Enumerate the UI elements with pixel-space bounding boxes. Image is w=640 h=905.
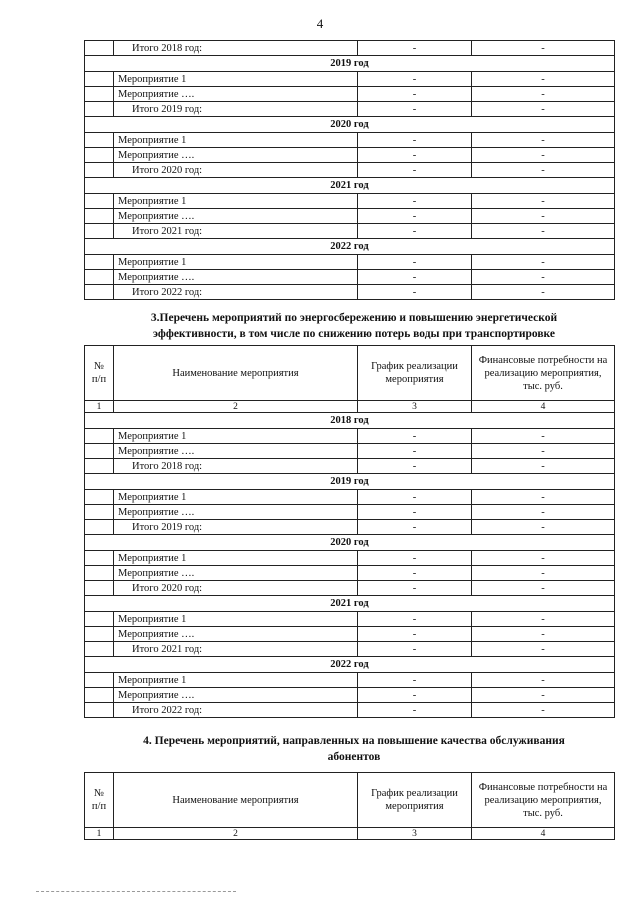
cell-finance: -: [472, 285, 615, 300]
cell-number: [85, 612, 114, 627]
table-row: [85, 270, 615, 285]
table-row: [85, 505, 615, 520]
year-label: 2021 год: [85, 178, 615, 194]
cell-schedule: -: [358, 566, 472, 581]
total-row: [85, 41, 615, 56]
column-number-2: 2: [114, 401, 358, 413]
table-column-numbers-row: [85, 828, 615, 840]
cell-number: [85, 703, 114, 718]
cell-finance: -: [472, 444, 615, 459]
section-3-heading-line2: эффективности, в том числе по снижению потерь воды при транспортировке: [153, 328, 555, 340]
cell-schedule: -: [358, 163, 472, 178]
cell-number: [85, 581, 114, 596]
table-row: [85, 148, 615, 163]
cell-schedule: -: [358, 627, 472, 642]
year-label: 2022 год: [85, 657, 615, 673]
cell-activity-name: Мероприятие ….: [114, 688, 358, 703]
cell-number: [85, 505, 114, 520]
cell-finance: -: [472, 459, 615, 474]
section-3-heading-line1: 3.Перечень мероприятий по энергосбережению и повышению энергетической: [150, 312, 558, 324]
cell-activity-name: Мероприятие ….: [114, 444, 358, 459]
header-col-name: Наименование мероприятия: [114, 346, 358, 401]
cell-finance: -: [472, 148, 615, 163]
cell-schedule: -: [358, 444, 472, 459]
year-row: [85, 117, 615, 133]
year-label: 2022 год: [85, 239, 615, 255]
year-label: 2020 год: [85, 117, 615, 133]
table-section-4: [84, 772, 615, 840]
cell-activity-name: Мероприятие 1: [114, 612, 358, 627]
column-number-1: 1: [85, 401, 114, 413]
cell-number: [85, 627, 114, 642]
cell-schedule: -: [358, 285, 472, 300]
cell-schedule: -: [358, 224, 472, 239]
table-row: [85, 490, 615, 505]
year-label: 2020 год: [85, 535, 615, 551]
scan-artifact-line: [36, 891, 236, 892]
cell-schedule: -: [358, 520, 472, 535]
cell-number: [85, 133, 114, 148]
page-number: 4: [316, 16, 324, 31]
table-row: [85, 551, 615, 566]
cell-number: [85, 444, 114, 459]
cell-schedule: -: [358, 673, 472, 688]
cell-total-label: Итого 2021 год:: [114, 224, 358, 239]
table-row: [85, 612, 615, 627]
cell-finance: -: [472, 270, 615, 285]
cell-schedule: -: [358, 490, 472, 505]
cell-finance: -: [472, 194, 615, 209]
year-label: 2018 год: [85, 413, 615, 429]
cell-schedule: -: [358, 581, 472, 596]
cell-finance: -: [472, 209, 615, 224]
cell-number: [85, 429, 114, 444]
year-row: [85, 239, 615, 255]
cell-number: [85, 102, 114, 117]
column-number-3: 3: [358, 828, 472, 840]
cell-finance: -: [472, 673, 615, 688]
year-row: [85, 657, 615, 673]
cell-activity-name: Мероприятие 1: [114, 255, 358, 270]
cell-number: [85, 285, 114, 300]
cell-finance: -: [472, 703, 615, 718]
cell-number: [85, 255, 114, 270]
cell-schedule: -: [358, 688, 472, 703]
cell-schedule: -: [358, 642, 472, 657]
cell-number: [85, 163, 114, 178]
cell-total-label: Итого 2018 год:: [114, 41, 358, 56]
column-number-2: 2: [114, 828, 358, 840]
table-row: [85, 255, 615, 270]
table-row: [85, 566, 615, 581]
cell-schedule: -: [358, 551, 472, 566]
cell-schedule: -: [358, 459, 472, 474]
table-header-row: [85, 773, 615, 828]
cell-finance: -: [472, 566, 615, 581]
year-row: [85, 596, 615, 612]
table-row: [85, 133, 615, 148]
year-row: [85, 413, 615, 429]
header-col-schedule: График реализации мероприятия: [358, 773, 472, 828]
total-row: [85, 581, 615, 596]
cell-finance: -: [472, 551, 615, 566]
cell-total-label: Итого 2022 год:: [114, 703, 358, 718]
cell-number: [85, 209, 114, 224]
cell-total-label: Итого 2019 год:: [114, 102, 358, 117]
cell-total-label: Итого 2021 год:: [114, 642, 358, 657]
cell-schedule: -: [358, 505, 472, 520]
year-row: [85, 535, 615, 551]
year-label: 2019 год: [85, 474, 615, 490]
header-col-name: Наименование мероприятия: [114, 773, 358, 828]
section-4-heading-line1: 4. Перечень мероприятий, направленных на повышение качества обслуживания: [143, 735, 565, 747]
cell-activity-name: Мероприятие 1: [114, 194, 358, 209]
total-row: [85, 224, 615, 239]
section-4-heading: [84, 733, 624, 765]
cell-number: [85, 41, 114, 56]
table-row: [85, 209, 615, 224]
header-col-number: № п/п: [85, 346, 114, 401]
cell-schedule: -: [358, 194, 472, 209]
cell-finance: -: [472, 102, 615, 117]
cell-activity-name: Мероприятие 1: [114, 133, 358, 148]
cell-activity-name: Мероприятие ….: [114, 87, 358, 102]
section-3-heading: [84, 310, 624, 342]
table-row: [85, 673, 615, 688]
table-column-numbers-row: [85, 401, 615, 413]
cell-number: [85, 688, 114, 703]
total-row: [85, 520, 615, 535]
year-row: [85, 178, 615, 194]
header-col-schedule: График реализации мероприятия: [358, 346, 472, 401]
cell-finance: -: [472, 224, 615, 239]
cell-finance: -: [472, 87, 615, 102]
section-4-heading-line2: абонентов: [327, 751, 381, 763]
cell-activity-name: Мероприятие ….: [114, 505, 358, 520]
cell-schedule: -: [358, 270, 472, 285]
header-col-number: № п/п: [85, 773, 114, 828]
cell-total-label: Итого 2022 год:: [114, 285, 358, 300]
cell-number: [85, 642, 114, 657]
cell-activity-name: Мероприятие 1: [114, 551, 358, 566]
cell-schedule: -: [358, 102, 472, 117]
cell-number: [85, 490, 114, 505]
cell-total-label: Итого 2020 год:: [114, 163, 358, 178]
column-number-1: 1: [85, 828, 114, 840]
cell-activity-name: Мероприятие 1: [114, 673, 358, 688]
cell-finance: -: [472, 490, 615, 505]
cell-schedule: -: [358, 612, 472, 627]
cell-number: [85, 72, 114, 87]
cell-schedule: -: [358, 41, 472, 56]
header-col-finance: Финансовые потребности на реализацию мероприятия, тыс. руб.: [472, 346, 615, 401]
cell-number: [85, 566, 114, 581]
table-row: [85, 72, 615, 87]
cell-schedule: -: [358, 209, 472, 224]
cell-activity-name: Мероприятие 1: [114, 490, 358, 505]
cell-finance: -: [472, 163, 615, 178]
cell-finance: -: [472, 429, 615, 444]
cell-schedule: -: [358, 87, 472, 102]
cell-schedule: -: [358, 148, 472, 163]
cell-activity-name: Мероприятие 1: [114, 429, 358, 444]
cell-activity-name: Мероприятие ….: [114, 209, 358, 224]
table-previous-section-continued: [84, 40, 615, 300]
table-header-row: [85, 346, 615, 401]
cell-number: [85, 148, 114, 163]
header-col-finance: Финансовые потребности на реализацию мероприятия, тыс. руб.: [472, 773, 615, 828]
cell-schedule: -: [358, 703, 472, 718]
cell-finance: -: [472, 612, 615, 627]
cell-schedule: -: [358, 429, 472, 444]
table-row: [85, 627, 615, 642]
cell-finance: -: [472, 72, 615, 87]
total-row: [85, 102, 615, 117]
cell-finance: -: [472, 581, 615, 596]
total-row: [85, 703, 615, 718]
cell-number: [85, 520, 114, 535]
table-row: [85, 429, 615, 444]
cell-activity-name: Мероприятие ….: [114, 566, 358, 581]
cell-number: [85, 224, 114, 239]
cell-finance: -: [472, 255, 615, 270]
year-label: 2021 год: [85, 596, 615, 612]
total-row: [85, 285, 615, 300]
table-row: [85, 87, 615, 102]
cell-finance: -: [472, 642, 615, 657]
cell-finance: -: [472, 627, 615, 642]
column-number-4: 4: [472, 401, 615, 413]
cell-finance: -: [472, 133, 615, 148]
cell-finance: -: [472, 520, 615, 535]
column-number-3: 3: [358, 401, 472, 413]
cell-number: [85, 551, 114, 566]
cell-activity-name: Мероприятие 1: [114, 72, 358, 87]
cell-finance: -: [472, 41, 615, 56]
year-row: [85, 56, 615, 72]
table-row: [85, 688, 615, 703]
total-row: [85, 459, 615, 474]
column-number-4: 4: [472, 828, 615, 840]
cell-total-label: Итого 2020 год:: [114, 581, 358, 596]
cell-schedule: -: [358, 133, 472, 148]
cell-number: [85, 194, 114, 209]
cell-activity-name: Мероприятие ….: [114, 270, 358, 285]
cell-schedule: -: [358, 255, 472, 270]
cell-total-label: Итого 2018 год:: [114, 459, 358, 474]
year-label: 2019 год: [85, 56, 615, 72]
cell-number: [85, 459, 114, 474]
total-row: [85, 163, 615, 178]
cell-activity-name: Мероприятие ….: [114, 148, 358, 163]
cell-number: [85, 87, 114, 102]
year-row: [85, 474, 615, 490]
table-section-3: [84, 345, 615, 718]
total-row: [85, 642, 615, 657]
cell-finance: -: [472, 505, 615, 520]
table-row: [85, 444, 615, 459]
cell-schedule: -: [358, 72, 472, 87]
cell-activity-name: Мероприятие ….: [114, 627, 358, 642]
cell-number: [85, 270, 114, 285]
cell-finance: -: [472, 688, 615, 703]
cell-total-label: Итого 2019 год:: [114, 520, 358, 535]
cell-number: [85, 673, 114, 688]
table-row: [85, 194, 615, 209]
